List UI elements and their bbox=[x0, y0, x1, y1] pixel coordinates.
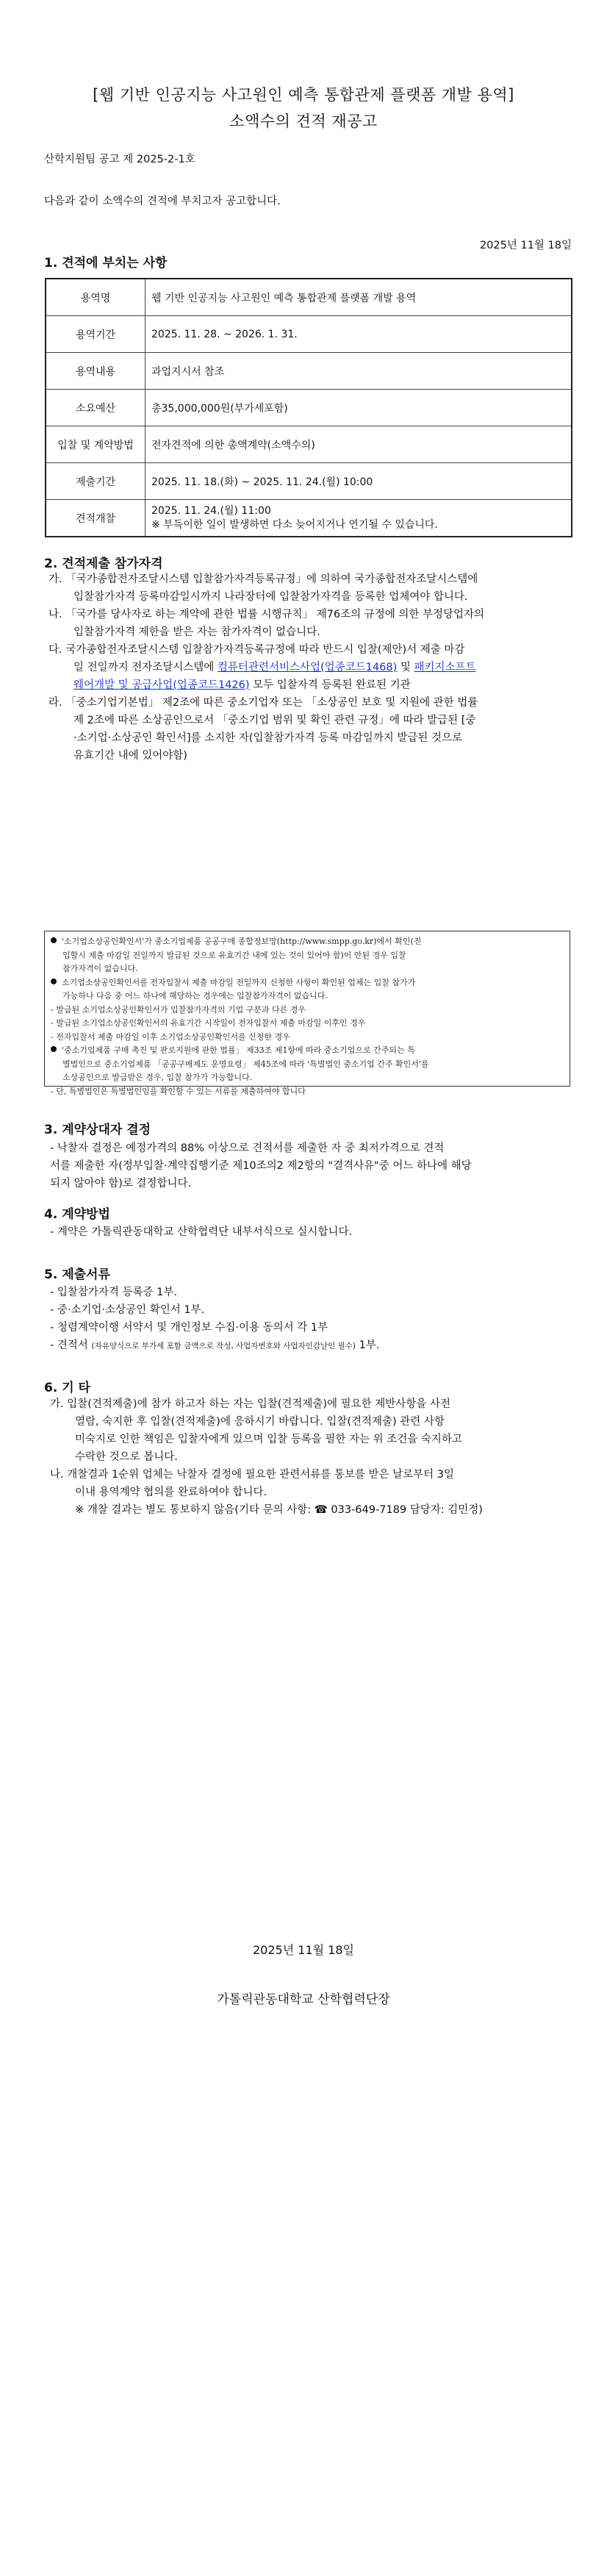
row-value: 전자견적에 의한 총액계약(소액수의) bbox=[146, 426, 572, 463]
industry-code-1468: 컴퓨터관련서비스사업(업종코드1468) bbox=[217, 662, 398, 673]
item-ga-line: 가. 입찰(견적제출)에 참가 하고자 하는 자는 입찰(견적제출)에 필요한 제반사항을 사전 bbox=[50, 1398, 450, 1410]
text-span: 및 bbox=[397, 662, 414, 673]
row-value: 2025. 11. 28. ~ 2026. 1. 31. bbox=[146, 316, 572, 353]
row-key: 제출기간 bbox=[46, 463, 146, 500]
row-key: 용역기간 bbox=[46, 316, 146, 353]
opening-note: ※ 부득이한 일이 발생하면 다소 늦어지거나 연기될 수 있습니다. bbox=[151, 518, 438, 531]
table-row bbox=[46, 390, 572, 426]
note-text: 가능하나 다음 중 어느 하나에 해당하는 경우에는 입찰참가자격이 없습니다. bbox=[62, 991, 328, 1001]
bullet-icon bbox=[51, 978, 57, 984]
note-bullet bbox=[51, 1044, 564, 1058]
item-ga-line: 입찰참가자격 등록마감일시까지 나라장터에 입찰참가자격을 등록한 업체여야 합니다. bbox=[73, 591, 468, 603]
item-ra-line: ·소기업·소상공인 확인서]를 소지한 자(입찰참가자격 등록 마감일까지 발급된 것으로 bbox=[73, 732, 463, 744]
row-value: 과업지시서 참조 bbox=[146, 353, 572, 390]
industry-code-1426-part2: 웨어개발 및 공급사업(업종코드1426) bbox=[73, 679, 250, 691]
row-value: 2025. 11. 18.(화) ~ 2025. 11. 24.(월) 10:00 bbox=[146, 463, 572, 500]
note-text: '중소기업제품 구매 촉진 및 판로지원에 관한 법률」 제33조 제1항에 따라 중소기업으로 간주되는 특 bbox=[62, 1045, 415, 1055]
note-bullet bbox=[51, 935, 564, 949]
contact-note: ※ 개찰 결과는 별도 통보하지 않음(기타 문의 사항: ☎ 033-649-7189 담당자: 김민정) bbox=[75, 1504, 483, 1516]
section-2-heading: 2. 견적제출 참가자격 bbox=[44, 557, 163, 571]
table-row bbox=[46, 353, 572, 390]
title-line-1: [웹 기반 인공지능 사고원인 예측 통합관제 플랫폼 개발 용역] bbox=[93, 86, 514, 104]
intro-text: 다음과 같이 소액수의 견적에 부치고자 공고합니다. bbox=[44, 196, 281, 207]
section-5-heading: 5. 제출서류 bbox=[44, 1267, 110, 1282]
section-3-body bbox=[50, 1139, 579, 1192]
table-row bbox=[46, 463, 572, 500]
section-2-body bbox=[49, 570, 578, 765]
text-span: 모두 입찰자격 등록된 완료된 기관 bbox=[249, 679, 411, 691]
note-bullet bbox=[51, 976, 564, 990]
footer-organization: 가톨릭관동대학교 산학협력단장 bbox=[217, 1992, 390, 2007]
item-da-line bbox=[49, 676, 578, 694]
body-line: 되지 않아야 함)로 결정합니다. bbox=[50, 1178, 192, 1189]
item-ra-line: 제 2조에 따른 소상공인으로서 「중소기업 범위 및 확인 관련 규정」에 따라 발급된 [중 bbox=[73, 715, 476, 726]
doc-item bbox=[50, 1337, 579, 1355]
section-4-heading: 4. 계약방법 bbox=[44, 1207, 110, 1222]
doc-item: - 중·소기업·소상공인 확인서 1부. bbox=[50, 1304, 205, 1316]
doc-item: - 입찰참가자격 등록증 1부. bbox=[50, 1287, 177, 1298]
note-text: 참가자격이 없습니다. bbox=[62, 964, 138, 973]
eligibility-note-box bbox=[44, 931, 570, 1096]
note-text: 소상공인으로 발급받은 경우, 입찰 참가가 가능합니다. bbox=[62, 1073, 253, 1082]
table-row bbox=[46, 500, 572, 537]
notice-number: 산학지원팀 공고 제 2025-2-1호 bbox=[44, 154, 195, 165]
section-6-body bbox=[50, 1395, 579, 1519]
estimate-note: (자유양식으로 부가세 포함 금액으로 작성, 사업자번호와 사업자인감날인 필수) bbox=[91, 1342, 356, 1350]
item-ra-line: 라. 「중소기업기본법」 제2조에 따른 중소기업자 또는 「소상공인 보호 및 지원에 관한 법률 bbox=[49, 697, 478, 709]
row-value bbox=[146, 500, 572, 537]
bullet-icon bbox=[51, 937, 57, 943]
item-ga-line: 가. 「국가종합전자조달시스템 입찰참가자격등록규정」에 의하여 국가종합전자조달시스템에 bbox=[49, 573, 478, 585]
row-value: 웹 기반 인공지능 사고원인 예측 통합관제 플랫폼 개발 용역 bbox=[146, 279, 572, 316]
body-line: 서를 제출한 자(정부입찰·계약집행기준 제10조의2 제2항의 "결격사유"중 어느 하나에 해당 bbox=[50, 1160, 472, 1172]
note-dash: - 전자입찰서 제출 마감일 이후 소기업소상공인확인서를 신청한 경우 bbox=[51, 1031, 290, 1042]
bullet-icon bbox=[51, 1046, 57, 1052]
item-da-line bbox=[49, 659, 578, 676]
item-da-line: 다. 국가종합전자조달시스템 입찰참가자격등록규정에 따라 반드시 입찰(제안)서 제출 마감 bbox=[49, 644, 465, 656]
note-text: 별법인으로 중소기업제품 「공공구매제도 운영요령」 제45조에 따라 '특별법인 중소기업 간주 확인서'를 bbox=[62, 1059, 429, 1069]
item-ga-line: 수락한 것으로 봅니다. bbox=[75, 1451, 178, 1463]
row-value: 총35,000,000원(부가세포함) bbox=[146, 390, 572, 426]
industry-code-1426-part1: 패키지소프트 bbox=[414, 662, 476, 673]
note-dash: - 발급된 소기업소상공인확인서가 입찰참가자격의 기업 구분과 다른 경우 bbox=[51, 1004, 306, 1015]
note-dash: - 단, 특별법인은 특별법인임을 확인할 수 있는 서류를 제출하여야 합니다 bbox=[51, 1086, 306, 1096]
row-key: 소요예산 bbox=[46, 390, 146, 426]
item-na-line: 입찰참가자격 제한을 받은 자는 참가자격이 없습니다. bbox=[73, 626, 320, 638]
notice-date: 2025년 11월 18일 bbox=[479, 240, 572, 251]
section-3-heading: 3. 계약상대자 결정 bbox=[44, 1123, 151, 1137]
footer-date: 2025년 11월 18일 bbox=[253, 1943, 354, 1957]
row-key: 견적개찰 bbox=[46, 500, 146, 537]
text-span: 1부. bbox=[355, 1339, 380, 1351]
item-na-line: 이내 용역계약 협의를 완료하여야 합니다. bbox=[75, 1486, 267, 1498]
row-key: 용역내용 bbox=[46, 353, 146, 390]
table-row bbox=[46, 279, 572, 316]
item-ga-line: 미숙지로 인한 책임은 입찰자에게 있으며 입찰 등록을 필한 자는 위 조건을 숙지하고 bbox=[75, 1434, 462, 1445]
item-na-line: 나. 「국가를 당사자로 하는 계약에 관한 법률 시행규칙」 제76조의 규정에 의한 부정당업자의 bbox=[49, 609, 485, 620]
note-dash: - 발급된 소기업소상공인확인서의 유효기간 시작일이 전자입찰서 제출 마감일 이후인 경우 bbox=[51, 1018, 366, 1028]
note-text: 입할시 제출 마감일 전일까지 발급된 것으로 유효기간 내에 있는 것이 있어야 함)이 안된 경우 입찰 bbox=[62, 950, 406, 960]
text-span: - 견적서 bbox=[50, 1339, 92, 1351]
table-row bbox=[46, 426, 572, 463]
item-ga-line: 열람, 숙지한 후 입찰(견적제출)에 응하시기 바랍니다. 입찰(견적제출) 관련 사항 bbox=[75, 1416, 445, 1428]
row-key: 입찰 및 계약방법 bbox=[46, 426, 146, 463]
row-key: 용역명 bbox=[46, 279, 146, 316]
title-line-2: 소액수의 견적 재공고 bbox=[229, 112, 378, 130]
text-span: 일 전일까지 전자조달시스템에 bbox=[73, 662, 218, 673]
doc-item: - 청렴계약이행 서약서 및 개인정보 수집·이용 동의서 각 1부 bbox=[50, 1322, 328, 1334]
section-1-heading: 1. 견적에 부치는 사항 bbox=[44, 256, 168, 271]
table-row bbox=[46, 316, 572, 353]
body-line: - 낙찰자 결정은 예정가격의 88% 이상으로 견적서를 제출한 자 중 최저가격으로 견적 bbox=[50, 1142, 445, 1154]
section-6-heading: 6. 기 타 bbox=[44, 1381, 90, 1395]
item-na-line: 나. 개찰결과 1순위 업체는 낙찰자 결정에 필요한 관련서류를 통보를 받은 날로부터 3일 bbox=[50, 1469, 454, 1481]
spec-table bbox=[45, 278, 572, 537]
note-text: 소기업소상공인확인서를 전자입찰서 제출 마감일 전일까지 신청한 사항이 확인된 업체는 입찰 참가가 bbox=[62, 977, 416, 987]
opening-time: 2025. 11. 24.(월) 11:00 bbox=[151, 504, 271, 517]
item-ra-line: 유효기간 내에 있어야함) bbox=[73, 750, 187, 762]
section-5-body bbox=[50, 1284, 579, 1355]
note-text: '소기업소상공인확인서'가 중소기업제품 공공구매 종합정보망(http://www.smpp.go.kr)에서 확인(진 bbox=[62, 937, 422, 946]
section-4-body: - 계약은 가톨릭관동대학교 산학협력단 내부서식으로 실시합니다. bbox=[50, 1226, 353, 1238]
